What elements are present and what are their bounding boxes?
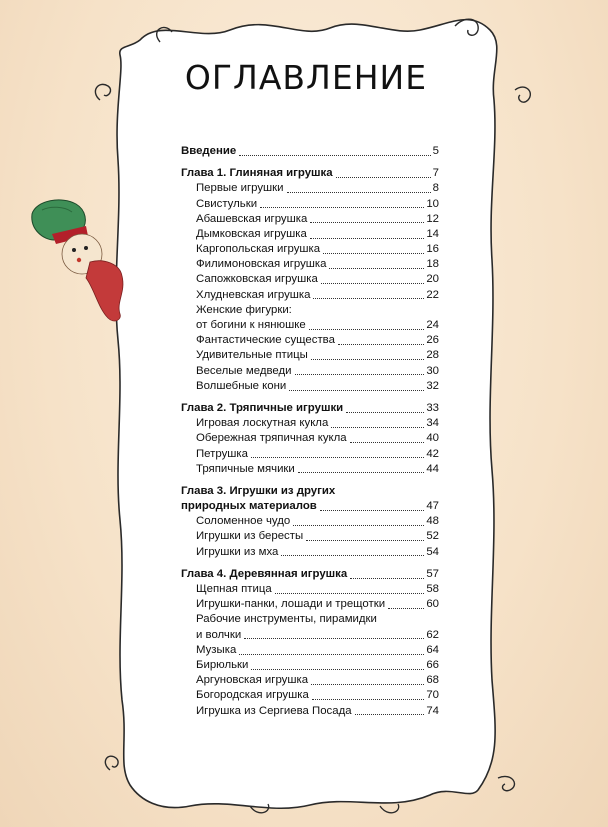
toc-page-number: 10 (426, 197, 439, 210)
toc-page-number: 42 (426, 447, 439, 460)
toc-entry[interactable] (181, 597, 439, 612)
toc-entry-label: Веселые медведи (196, 364, 292, 377)
toc-entry[interactable] (181, 348, 439, 363)
toc-entry[interactable] (181, 257, 439, 272)
toc-entry[interactable] (181, 242, 439, 257)
toc-entry-label: Глава 3. Игрушки из других (181, 484, 336, 497)
toc-entry-label: Глава 4. Деревянная игрушка (181, 567, 348, 580)
toc-entry-label: природных материалов (181, 500, 317, 513)
toc-page-number: 66 (426, 658, 439, 671)
toc-entry[interactable] (181, 643, 439, 658)
toc-chapter-3-cont[interactable] (181, 499, 439, 514)
toc-page-number: 57 (426, 567, 439, 580)
toc-entry-label: Бирюльки (196, 658, 249, 671)
toc-entry[interactable] (181, 447, 439, 462)
toc-entry-label: Игрушка из Сергиева Посада (196, 704, 352, 717)
toc-chapter-3[interactable] (181, 484, 439, 499)
toc-entry[interactable] (181, 416, 439, 431)
toc-page-number: 33 (426, 401, 439, 414)
toc-entry-label: Женские фигурки: (196, 303, 292, 316)
toc-entry-label: Каргопольская игрушка (196, 243, 321, 256)
toc-page-number: 8 (432, 182, 439, 195)
toc-page-number: 52 (426, 530, 439, 543)
toc-entry-label: Тряпичные мячики (196, 462, 295, 475)
toc-entry-label: Удивительные птицы (196, 349, 308, 362)
toc-intro[interactable] (181, 144, 439, 159)
toc-entry-label: Хлудневская игрушка (196, 288, 311, 301)
toc-entry[interactable] (181, 273, 439, 288)
toc-entry[interactable] (181, 704, 439, 719)
toc-entry[interactable] (181, 181, 439, 196)
toc-entry-label: Игрушки-панки, лошади и трещотки (196, 598, 386, 611)
toc-page-number: 16 (426, 243, 439, 256)
toc-page-number: 48 (426, 515, 439, 528)
toc-page-number: 62 (426, 628, 439, 641)
toc-entry-label: Фантастические существа (196, 334, 335, 347)
toc-page-number: 60 (426, 598, 439, 611)
toc-page-number: 58 (426, 583, 439, 596)
toc-entry[interactable] (181, 379, 439, 394)
toy-doll-illustration (24, 196, 134, 331)
toc-entry-label: Глава 1. Глиняная игрушка (181, 167, 333, 180)
toc-entry[interactable] (181, 197, 439, 212)
toc-page-number: 20 (426, 273, 439, 286)
toc-chapter-4[interactable] (181, 567, 439, 582)
toc-entry[interactable] (181, 530, 439, 545)
toc-entry-label: Свистульки (196, 197, 258, 210)
toc-page-number: 32 (426, 379, 439, 392)
toc-entry-label: Аргуновская игрушка (196, 674, 309, 687)
toc-page-number: 5 (432, 144, 439, 157)
toc-entry[interactable] (181, 431, 439, 446)
toc-entry-label: Петрушка (196, 447, 248, 460)
toc-page-number: 34 (426, 417, 439, 430)
toc-entry-label: и волчки (196, 628, 242, 641)
toc-entry-label: Игрушки из бересты (196, 530, 304, 543)
toc-entry-label: от богини к нянюшке (196, 319, 306, 332)
toc-entry[interactable] (181, 227, 439, 242)
toc-entry[interactable] (181, 514, 439, 529)
toc-entry-label: Рабочие инструменты, пирамидки (196, 613, 377, 626)
toc-chapter-2[interactable] (181, 401, 439, 416)
toc-entry[interactable] (181, 364, 439, 379)
toc-page-number: 47 (426, 500, 439, 513)
toc-entry-label: Филимоновская игрушка (196, 258, 327, 271)
toc-page-number: 12 (426, 212, 439, 225)
toc-entry-label: Игрушки из мха (196, 545, 279, 558)
toc-page-number: 54 (426, 545, 439, 558)
toc-entry-label: Дымковская игрушка (196, 227, 307, 240)
toc-entry[interactable] (181, 288, 439, 303)
toc-entry[interactable] (181, 673, 439, 688)
toc-entry[interactable] (181, 628, 439, 643)
toc-entry-label: Соломенное чудо (196, 515, 291, 528)
toc-entry-label: Волшебные кони (196, 379, 287, 392)
toc-entry-label: Щепная птица (196, 583, 272, 596)
toc-entry-label: Игровая лоскутная кукла (196, 417, 329, 430)
toc-entry[interactable] (181, 582, 439, 597)
toc-entry[interactable] (181, 318, 439, 333)
toc-entry[interactable] (181, 688, 439, 703)
toc-page-number: 68 (426, 674, 439, 687)
toc-entry[interactable] (181, 462, 439, 477)
page-title: ОГЛАВЛЕНИЕ (184, 58, 428, 97)
toc-entry-label: Обережная тряпичная кукла (196, 432, 347, 445)
toc-entry-wrapped[interactable] (181, 303, 439, 318)
table-of-contents (181, 144, 439, 719)
toc-page-number: 64 (426, 643, 439, 656)
toc-entry-label: Сапожковская игрушка (196, 273, 318, 286)
toc-page-number: 44 (426, 462, 439, 475)
toc-page-number: 18 (426, 258, 439, 271)
toc-entry-label: Глава 2. Тряпичные игрушки (181, 401, 344, 414)
toc-entry-label: Музыка (196, 643, 237, 656)
toc-page-number: 40 (426, 432, 439, 445)
toc-entry-label: Введение (181, 144, 237, 157)
toc-page-number: 74 (426, 704, 439, 717)
toc-page-number: 14 (426, 227, 439, 240)
toc-entry[interactable] (181, 333, 439, 348)
toc-entry-wrapped[interactable] (181, 612, 439, 627)
toc-page-number: 22 (426, 288, 439, 301)
toc-entry[interactable] (181, 658, 439, 673)
toc-entry-label: Богородская игрушка (196, 689, 309, 702)
toc-entry-label: Первые игрушки (196, 182, 284, 195)
toc-entry-label: Абашевская игрушка (196, 212, 308, 225)
toc-page-number: 30 (426, 364, 439, 377)
toc-page-number: 70 (426, 689, 439, 702)
toc-entry[interactable] (181, 212, 439, 227)
toc-page-number: 24 (426, 319, 439, 332)
toc-chapter-1[interactable] (181, 166, 439, 181)
toc-page-number: 7 (432, 167, 439, 180)
toc-entry[interactable] (181, 545, 439, 560)
toc-page-number: 26 (426, 334, 439, 347)
toc-page-number: 28 (426, 349, 439, 362)
